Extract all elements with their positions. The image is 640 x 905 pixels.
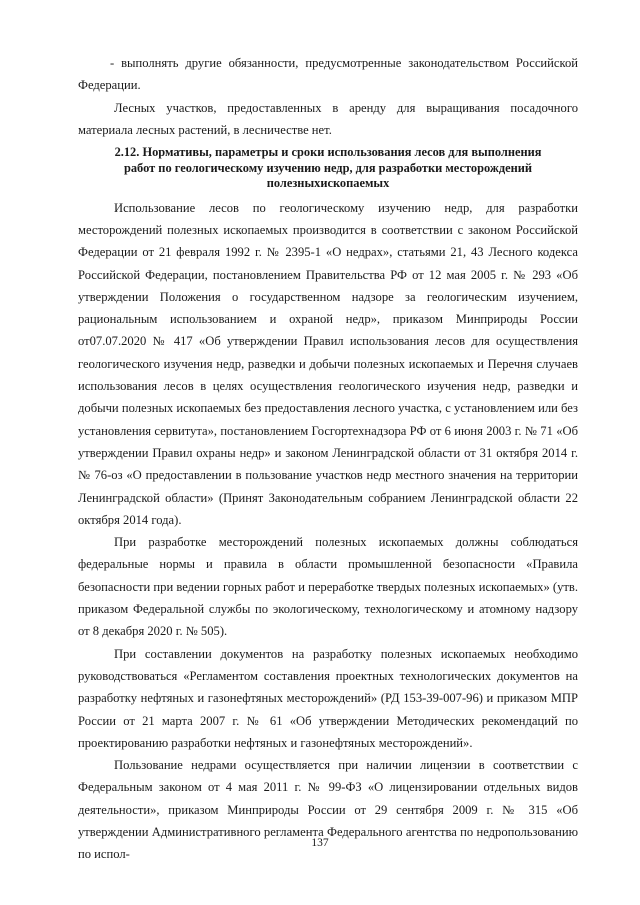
paragraph-safety-rules: При разработке месторождений полезных ископаемых должны соблюдаться федеральные нормы и правила в области промышленной безопасности «Правила безопасности при ведении горных работ и переработке твердых полезных ископаемых» (утв. приказом Федеральной службы по экологическому, технологическому и атомному надзору от 8 декабря 2020 г. № 505).: [78, 535, 578, 639]
paragraph-documents: При составлении документов на разработку полезных ископаемых необходимо руководствоваться «Регламентом составления проектных технологических документов на разработку нефтяных и газонефтяных месторождений» (РД 153-39-007-96) и приказом МПР России от 21 марта 2007 г. № 61 «Об утверждении Методических рекомендаций по проектированию разработки нефтяных и газонефтяных месторождений».: [78, 646, 578, 750]
body-text: [78, 52, 578, 866]
section-heading: 2.12. Нормативы, параметры и сроки использования лесов для выполнения работ по геологическому изучению недр, для разработки месторождений полезныхископаемых: [114, 145, 542, 191]
paragraph-legal-basis: Использование лесов по геологическому изучению недр, для разработки месторождений полезных ископаемых производится в соответствии с законом Российской Федерации от 21 февраля 1992 г. № 2395-1 «О недрах», статьями 21, 43 Лесного кодекса Российской Федерации, постановлением Правительства РФ от 12 мая 2005 г. № 293 «Об утверждении Положения о государственном надзоре за геологическим изучением, рациональным использованием и охраной недр», приказом Минприроды России от07.07.2020 № 417 «Об утверждении Правил использования лесов для осуществления геологического изучения недр, разведки и добычи полезных ископаемых и Перечня случаев использования лесов в целях осуществления геологического изучения недр, разведки и добычи полезных ископаемых без предоставления лесного участка, с установлением или без установления сервитута», постановлением Госгортехнадзора РФ от 6 июня 2003 г. № 71 «Об утверждении Правил охраны недр» и законом Ленинградской области от 31 октября 2014 г. № 76-оз «О предоставлении в пользование участков недр местного значения на территории Ленинградской области» (Принят Законодательным собранием Ленинградской области 22 октября 2014 года).: [78, 200, 578, 527]
paragraph-planting-material: Лесных участков, предоставленных в аренду для выращивания посадочного материала лесных растений, в лесничестве нет.: [78, 100, 578, 137]
paragraph-licensing: Пользование недрами осуществляется при наличии лицензии в соответствии с Федеральным законом от 4 мая 2011 г. № 99-ФЗ «О лицензировании отдельных видов деятельности», приказом Минприроды России от 29 сентября 2009 г. № 315 «Об утверждении Административного регламента Федерального агентства по недропользованию по испол-: [78, 758, 578, 862]
paragraph-obligations: - выполнять другие обязанности, предусмотренные законодательством Российской Федерации.: [78, 56, 578, 93]
page-number: 137: [311, 837, 329, 849]
